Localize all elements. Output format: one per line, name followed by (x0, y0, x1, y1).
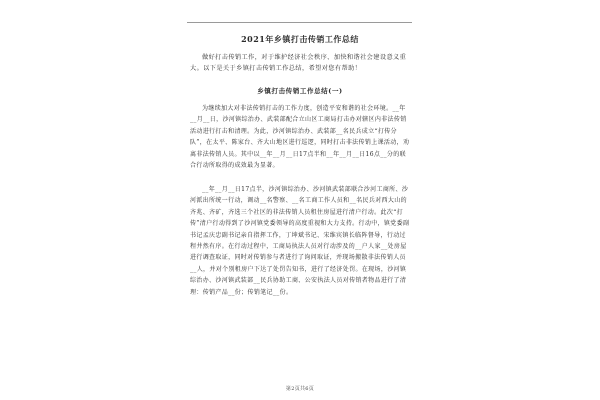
document-title: 2021年乡镇打击传销工作总结 (241, 34, 359, 44)
intro-paragraph: 做好打击传销工作，对于维护经济社会秩序、加快和谐社会建设意义重大。以下是关于乡镇打击传销工作总结，希望对您有帮助！ (190, 54, 407, 72)
page-number-footer: 第2页共6页 (285, 386, 315, 392)
section-title: 乡镇打击传销工作总结(一) (257, 87, 343, 95)
body-paragraph-1: 为继续加大对非法传销打击的工作力度，创造平安和谐的社会环境。__年__月__日，沙河镇综治办、武装部配合立山区工商局打击办对辖区内非法传销活动进行打击和清理。为此，沙河镇综治办、武装部__名民兵成立“打传分队”，在太平、陈家台、齐大山地区进行巡逻，同时打击非法传销上课活动，劝离非法传销人员。其中以__年__月__日17点半和__年__月__日16点__分的联合行动所取得的成效最为显著。 (190, 105, 410, 170)
header-divider (187, 22, 412, 23)
body-paragraph-2: __年__月__日17点半，沙河镇综治办、沙河镇武装部联合沙河工商所、沙河派出所统一行动，调动__名警察、__名工商工作人员和__名民兵对西大山的齐兆、齐矿，齐选三个社区的非法传销人员租住房屋进行清户行动。此次“打传”清户行动得到了沙河镇党委领导的高度重视和大力支持。行动中，镇党委副书记孟庆忠副书记亲自指挥工作，丁坤斌书记、宋维宾镇长临阵督导，行动过程井然有序。在行动过程中，工商局执法人员对行动涉及的__户人家__处房屋进行调查取证，同时对传销参与者进行了询问取证，并现场搬散非法传销人员__人，并对个别租房户下达了处罚告知书，进行了经济处罚。在现场，沙河镇综治办、沙河镇武装部__民兵协助工商、公安执法人员对传销者物品进行了清理：传销产品__份；传销笔记__份。 (190, 186, 410, 296)
